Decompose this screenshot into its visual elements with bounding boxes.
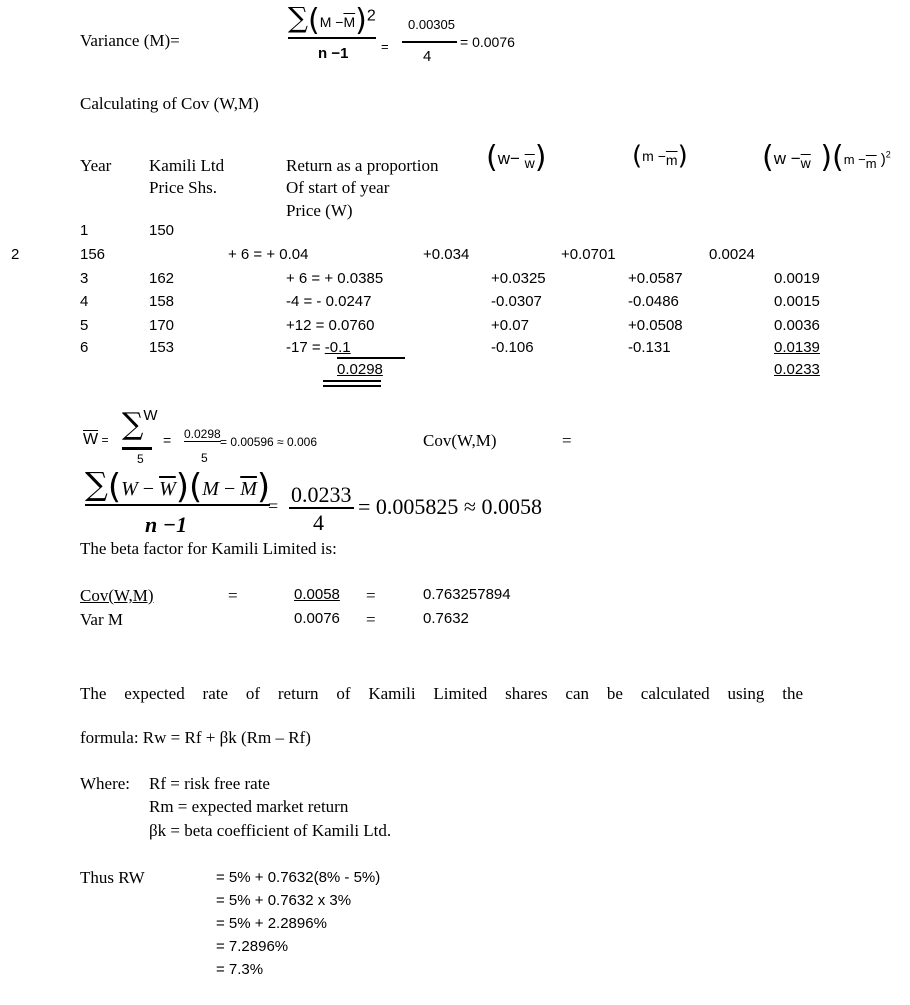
row6-m-deviation: -0.131 [628,339,671,356]
double-underline [323,380,381,387]
row3-price: 162 [149,270,175,287]
beta-num-label: Cov(W,M) [80,586,154,605]
result-step-1: = 5% + 0.7632(8% - 5%) [216,869,381,886]
beta-result-rounded: 0.7632 [423,610,469,627]
beta-den-label: Var M [80,610,123,629]
def-rf: Rf = risk free rate [149,774,270,793]
wbar-lhs: $\overline{W}$ = [83,431,109,448]
row5-price: 170 [149,317,175,334]
row6-price: 153 [149,339,175,356]
header-year: Year [80,156,112,175]
row6-return-value: -0.1 [324,339,351,356]
capm-paragraph-line1: The expected rate of return of Kamili Limited shares can be calculated using the [80,684,803,703]
row5-return: +12 = 0.0760 [286,317,375,334]
row5-year: 5 [80,317,89,334]
capm-paragraph-line2: formula: Rw = Rf + βk (Rm – Rf) [80,728,311,747]
row4-price: 158 [149,293,175,310]
row1-price: 150 [149,222,175,239]
beta-den-value: 0.0076 [294,610,340,627]
row2-product: 0.0024 [709,246,755,263]
row4-return: -4 = - 0.0247 [286,293,372,310]
row6-w-deviation: -0.106 [491,339,534,356]
cov-heading: Calculating of Cov (W,M) [80,94,259,113]
header-return-line1: Return as a proportion [286,156,439,175]
cov-formula: $\sum(W - \overline{W})(M - \overline{M})$ [85,465,271,507]
row6-product: 0.0139 [774,339,820,356]
row6-return [286,340,351,355]
row3-m-deviation: +0.0587 [628,270,683,287]
row2-price: 156 [80,246,106,263]
header-product: ($w -\overline{w}$ )($m -_{\overline{m}}$ )$^2$ [762,140,891,175]
def-beta: βk = beta coefficient of Kamili Ltd. [149,821,392,840]
cov-eq: = [562,431,572,450]
cov-value-num: 0.0233 [291,482,352,507]
variance-result: = 0.0076 [460,34,515,50]
header-price-line1: Kamili Ltd [149,156,225,175]
row2-m-deviation: +0.0701 [561,246,616,263]
def-rm: Rm = expected market return [149,797,349,816]
result-step-2: = 5% + 0.7632 x 3% [216,892,352,909]
wbar-den: 5 [201,451,208,465]
return-total: 0.0298 [337,361,383,378]
product-total: 0.0233 [774,361,820,378]
variance-value-numerator: 0.00305 [408,17,455,32]
row2-w-deviation: +0.034 [423,246,470,263]
cov-value-den: 4 [313,510,324,535]
row1-year: 1 [80,222,89,239]
wbar-eq: = [163,432,172,448]
cov-den: n −1 [145,512,188,537]
row5-product: 0.0036 [774,317,820,334]
row4-year: 4 [80,293,89,310]
beta-num-value: 0.0058 [294,586,340,603]
row6-year: 6 [80,339,89,356]
row4-w-deviation: -0.0307 [491,293,542,310]
beta-result-full: 0.763257894 [423,586,511,603]
variance-formula: $\sum(M -\overline{M})^2$ [288,1,376,38]
result-step-5: = 7.3% [216,961,264,978]
beta-eq2: = [366,586,376,605]
header-m-deviation: $(m -\overline{m})$ [632,141,688,171]
row3-year: 3 [80,270,89,287]
beta-eq1: = [228,586,238,605]
row3-product: 0.0019 [774,270,820,287]
row6-return-prefix: -17 = [286,339,325,356]
header-return-line2: Of start of year [286,178,390,197]
wbar-sigma-den: 5 [137,452,144,466]
variance-equals: = [381,39,389,54]
header-return-line3: Price (W) [286,201,353,220]
cov-eq2: = [268,496,279,516]
header-price-line2: Price Shs. [149,178,217,197]
wbar-result: = 0.00596 ≈ 0.006 [220,435,318,449]
cov-label: Cov(W,M) [423,431,497,450]
variance-denominator: n −1 [318,45,349,62]
beta-intro: The beta factor for Kamili Limited is: [80,539,337,558]
row2-return: + 6 = + 0.04 [228,246,309,263]
result-label: Thus RW [80,868,145,887]
row3-return: + 6 = + 0.0385 [286,270,384,287]
row2-year: 2 [11,246,20,263]
beta-eq3: = [366,610,376,629]
row5-m-deviation: +0.0508 [628,317,683,334]
cov-result: = 0.005825 ≈ 0.0058 [358,494,542,519]
result-step-3: = 5% + 2.2896% [216,915,327,932]
row4-product: 0.0015 [774,293,820,310]
variance-label: Variance (M)= [80,31,180,50]
row3-w-deviation: +0.0325 [491,270,546,287]
wbar-num: 0.0298 [184,427,221,441]
result-step-4: = 7.2896% [216,938,289,955]
row4-m-deviation: -0.0486 [628,293,679,310]
row5-w-deviation: +0.07 [491,317,529,334]
variance-value-denominator: 4 [423,48,432,65]
wbar-sigma: ∑$^W$ [122,407,158,442]
header-w-deviation: $(w- \overline{w})$ [486,140,547,175]
where-label: Where: [80,774,131,793]
